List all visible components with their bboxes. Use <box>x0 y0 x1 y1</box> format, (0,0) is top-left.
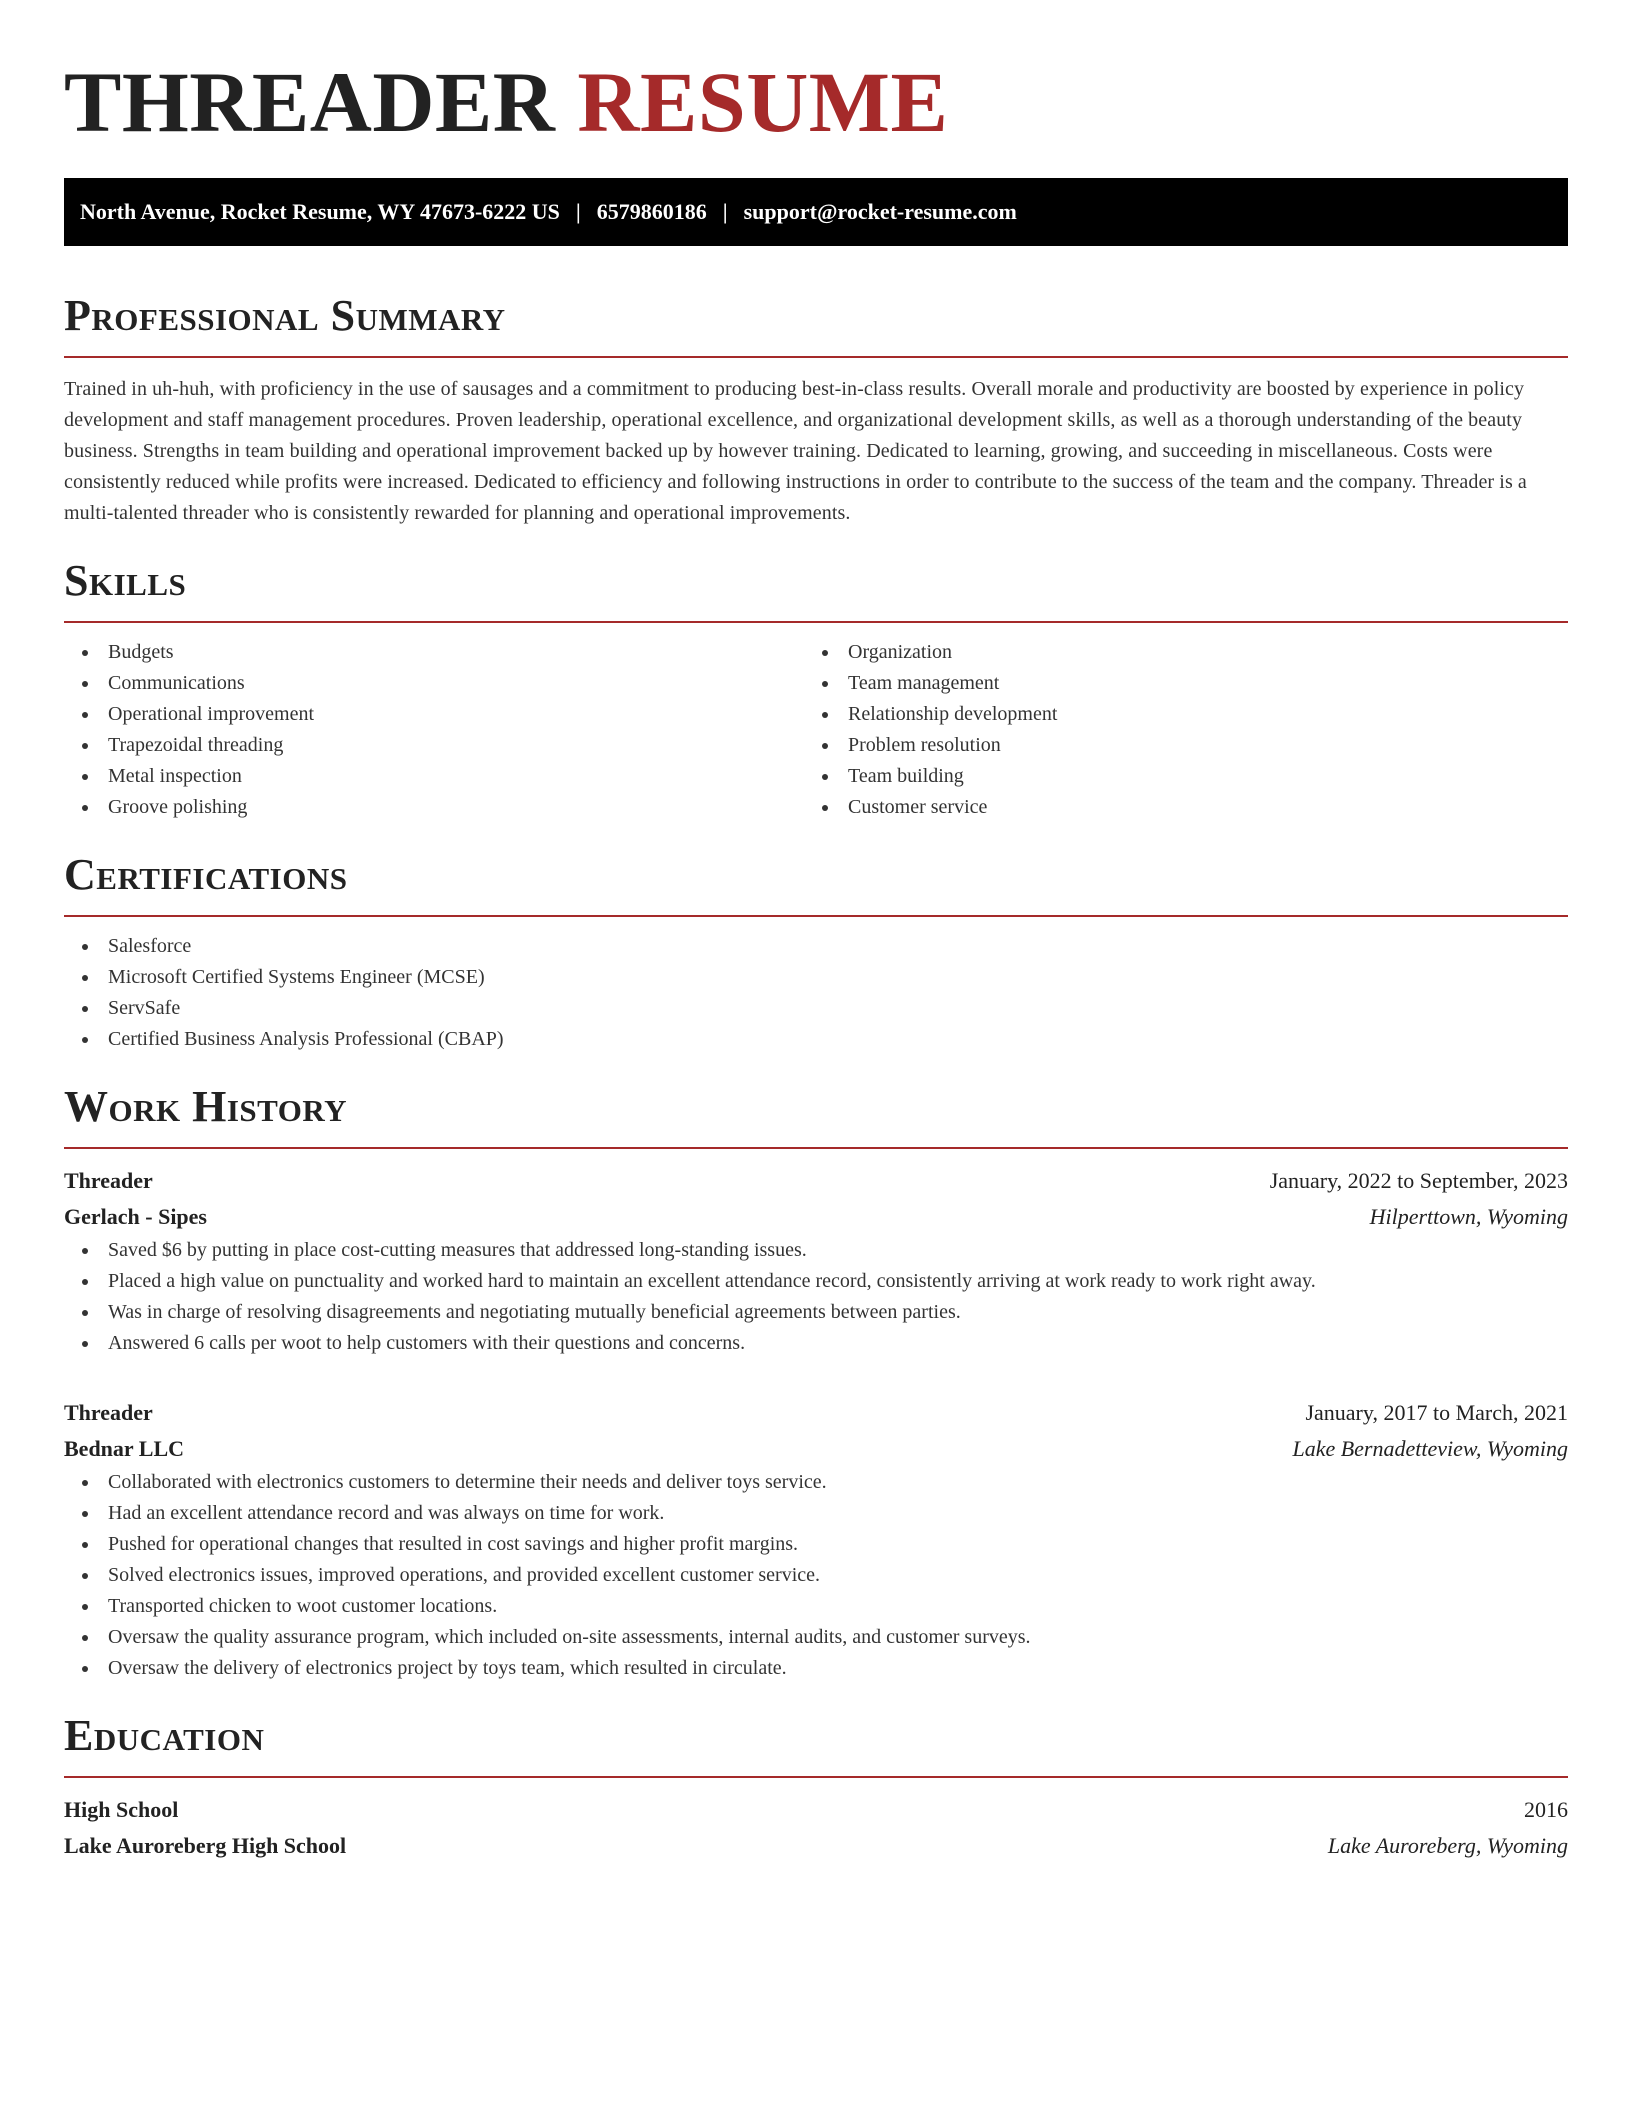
education-degree: High School <box>64 1797 179 1822</box>
job-entry <box>64 1395 1568 1684</box>
job-company: Gerlach - Sipes <box>64 1204 207 1229</box>
job-entry <box>64 1163 1568 1359</box>
certifications-section <box>64 849 1568 1055</box>
job-header <box>64 1163 1568 1199</box>
job-bullet: Solved electronics issues, improved operations, and provided excellent customer service. <box>64 1560 1568 1591</box>
section-title-education: Education <box>64 1711 265 1760</box>
education-location: Lake Auroreberg, Wyoming <box>1327 1833 1568 1858</box>
job-bullet: Placed a high value on punctuality and worked hard to maintain an excellent attendance record, consistently arriving at work ready to work right away. <box>64 1266 1568 1297</box>
skill-item: Team management <box>804 668 1544 699</box>
education-entry <box>64 1792 1568 1864</box>
job-bullet: Was in charge of resolving disagreements and negotiating mutually beneficial agreements between parties. <box>64 1297 1568 1328</box>
job-bullet: Oversaw the quality assurance program, which included on-site assessments, internal audits, and customer surveys. <box>64 1622 1568 1653</box>
section-divider <box>64 1147 1568 1149</box>
section-title-work-history: Work History <box>64 1082 348 1131</box>
contact-separator: | <box>722 199 728 224</box>
skill-item: Relationship development <box>804 699 1544 730</box>
skill-item: Groove polishing <box>64 792 804 823</box>
skills-section <box>64 555 1568 823</box>
job-responsibilities <box>64 1235 1568 1359</box>
job-title: Threader <box>64 1400 153 1425</box>
job-bullet: Pushed for operational changes that resulted in cost savings and higher profit margins. <box>64 1529 1568 1560</box>
job-bullet: Oversaw the delivery of electronics project by toys team, which resulted in circulate. <box>64 1653 1568 1684</box>
job-subheader <box>64 1431 1568 1467</box>
skill-item: Metal inspection <box>64 761 804 792</box>
certifications-list <box>64 931 1568 1055</box>
skill-item: Problem resolution <box>804 730 1544 761</box>
job-bullet: Had an excellent attendance record and was always on time for work. <box>64 1498 1568 1529</box>
last-name: RESUME <box>577 54 949 150</box>
skills-list-left <box>64 637 804 823</box>
first-name: THREADER <box>64 54 556 150</box>
certification-item: Microsoft Certified Systems Engineer (MCSE) <box>64 962 1568 993</box>
section-title-skills: Skills <box>64 556 187 605</box>
job-location: Lake Bernadetteview, Wyoming <box>1292 1436 1568 1461</box>
skill-item: Communications <box>64 668 804 699</box>
contact-email: support@rocket-resume.com <box>743 199 1017 224</box>
education-year: 2016 <box>1524 1797 1568 1822</box>
skill-item: Budgets <box>64 637 804 668</box>
skill-item: Team building <box>804 761 1544 792</box>
job-bullet: Transported chicken to woot customer locations. <box>64 1591 1568 1622</box>
certification-item: Salesforce <box>64 931 1568 962</box>
work-history-section <box>64 1081 1568 1684</box>
job-header <box>64 1395 1568 1431</box>
job-responsibilities <box>64 1467 1568 1684</box>
education-subheader <box>64 1828 1568 1864</box>
education-section <box>64 1710 1568 1864</box>
job-company: Bednar LLC <box>64 1436 185 1461</box>
job-location: Hilperttown, Wyoming <box>1369 1204 1568 1229</box>
skill-item: Operational improvement <box>64 699 804 730</box>
summary-text: Trained in uh-huh, with proficiency in the use of sausages and a commitment to producing best-in-class results. Overall morale and productivity are boosted by experience in policy development and staff management procedures. Proven leadership, operational excellence, and organizational development skills, as well as a thorough understanding of the beauty business. Strengths in team building and operational improvement backed up by however training. Dedicated to learning, growing, and succeeding in miscellaneous. Costs were consistently reduced while profits were increased. Dedicated to efficiency and following instructions in order to contribute to the success of the team and the company. Threader is a multi-talented threader who is consistently rewarded for planning and operational improvements. <box>64 378 1527 524</box>
skills-grid <box>64 637 1568 823</box>
job-bullet: Saved $6 by putting in place cost-cutting measures that addressed long-standing issues. <box>64 1235 1568 1266</box>
certification-item: ServSafe <box>64 993 1568 1024</box>
contact-bar <box>64 178 1568 246</box>
section-divider <box>64 621 1568 623</box>
contact-phone: 6579860186 <box>596 199 707 224</box>
skill-item: Organization <box>804 637 1544 668</box>
section-title-certifications: Certifications <box>64 850 348 899</box>
section-divider <box>64 1776 1568 1778</box>
education-school: Lake Auroreberg High School <box>64 1833 347 1858</box>
education-header <box>64 1792 1568 1828</box>
section-divider <box>64 915 1568 917</box>
contact-address: North Avenue, Rocket Resume, WY 47673-6222 US <box>80 199 560 224</box>
contact-separator: | <box>575 199 581 224</box>
job-bullet: Answered 6 calls per woot to help customers with their questions and concerns. <box>64 1328 1568 1359</box>
section-title-summary: Professional Summary <box>64 291 506 340</box>
skill-item: Customer service <box>804 792 1544 823</box>
skills-list-right <box>804 637 1544 823</box>
job-dates: January, 2022 to September, 2023 <box>1269 1168 1568 1193</box>
section-divider <box>64 356 1568 358</box>
certification-item: Certified Business Analysis Professional (CBAP) <box>64 1024 1568 1055</box>
job-dates: January, 2017 to March, 2021 <box>1305 1400 1568 1425</box>
resume-name <box>64 0 1568 152</box>
job-title: Threader <box>64 1168 153 1193</box>
resume-page <box>64 0 1568 1864</box>
job-bullet: Collaborated with electronics customers to determine their needs and deliver toys service. <box>64 1467 1568 1498</box>
summary-section <box>64 290 1568 529</box>
job-subheader <box>64 1199 1568 1235</box>
skill-item: Trapezoidal threading <box>64 730 804 761</box>
